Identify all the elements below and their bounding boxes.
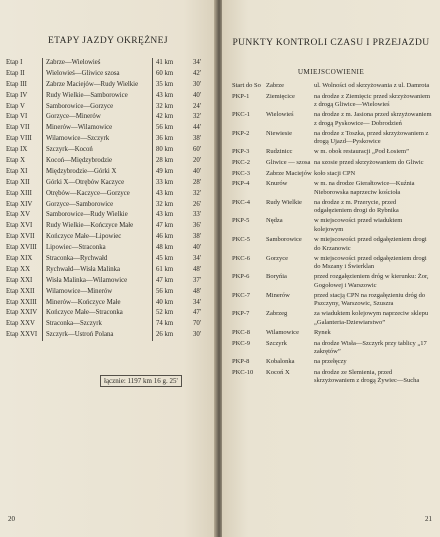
checkpoint-row	[232, 82, 432, 91]
checkpoint-place: Kobalonka	[266, 358, 295, 366]
stage-route: Kończyce Małe—Straconka	[42, 308, 154, 319]
stage-route: Zabrze—Wielowieś	[42, 58, 154, 69]
stage-distance: 56 km	[152, 287, 186, 298]
stage-time: 32'	[192, 189, 201, 197]
stage-number: Etap XXI	[6, 276, 33, 284]
stage-number: Etap XXIV	[6, 309, 38, 317]
stage-distance: 48 km	[152, 243, 186, 254]
checkpoint-row	[232, 255, 432, 272]
checkpoint-location: na drodze z Toszka, przed skrzyżowaniem z drogą Ujazd—Pyskowice	[314, 129, 429, 146]
stage-number: Etap X	[6, 157, 26, 165]
stage-number: Etap XXV	[6, 320, 35, 328]
stage-route: Rychwałd—Wisła Malinka	[42, 265, 154, 276]
stage-time: 48'	[192, 265, 201, 273]
right-page	[222, 0, 440, 537]
stage-number: Etap XI	[6, 167, 28, 175]
stage-number: Etap IV	[6, 91, 28, 99]
checkpoint-place: Zabrze	[266, 82, 285, 89]
checkpoint-location: na drodze ze Slemienia, przed skrzyżowaniem z drogą Żywiec—Sucha	[314, 368, 420, 385]
checkpoint-code: PKP-2	[232, 129, 250, 137]
stage-distance: 32 km	[152, 200, 186, 211]
left-page	[0, 0, 216, 537]
checkpoint-place: Szczyrk	[266, 339, 287, 347]
stage-distance: 61 km	[152, 265, 186, 276]
stage-row	[6, 200, 204, 211]
checkpoint-row	[232, 273, 432, 290]
checkpoint-location: za wiaduktem kolejowym naprzeciw sklepu „Galanteria-Dziewiarstwo”	[314, 310, 429, 326]
stage-time: 34'	[192, 255, 201, 263]
stage-distance: 43 km	[152, 189, 186, 200]
page-number-right: 21	[425, 515, 432, 523]
stage-row	[6, 167, 204, 178]
stage-row	[6, 254, 204, 265]
stage-number: Etap II	[6, 69, 25, 77]
stage-time: 60'	[192, 146, 201, 154]
checkpoint-location: na drodze z Ziemięcic przed skrzyżowaniem z drogą Gliwice—Wielowieś	[314, 92, 431, 109]
stage-route: Wielowieś—Gliwice szosa	[42, 69, 154, 80]
checkpoint-place: Wielowieś	[266, 111, 294, 119]
stage-route: Szczyrk—Kocoń	[42, 145, 154, 156]
checkpoint-row	[232, 292, 432, 309]
stage-route: Minerów—Kończyce Małe	[42, 298, 154, 309]
checkpoint-place: Zabrze Maciejów	[266, 169, 312, 177]
checkpoint-row	[232, 199, 432, 216]
checkpoint-code: PKP-8	[232, 358, 250, 366]
checkpoint-row	[232, 170, 432, 179]
stage-row	[6, 308, 204, 319]
stage-distance: 33 km	[152, 178, 186, 189]
stage-number: Etap XXII	[6, 287, 35, 295]
stage-route: Szczyrk—Ustroń Polana	[42, 330, 154, 341]
stage-route: Kocoń—Międzybrodzie	[42, 156, 154, 167]
checkpoint-location: przed stacją CPN na rozgałęzieniu dróg do Pszczyny, Warszowic, Szuszra	[314, 291, 426, 308]
checkpoint-place: Nędza	[266, 217, 283, 225]
checkpoint-code: PKP-3	[232, 148, 250, 156]
stage-time: 26'	[192, 200, 201, 208]
checkpoint-place: Gliwice — szosa	[266, 158, 311, 166]
stage-row	[6, 58, 204, 69]
checkpoint-row	[232, 369, 432, 386]
stages-total: łącznie: 1197 km 16 g. 25'	[100, 375, 182, 387]
checkpoint-code: PKP-5	[232, 217, 250, 225]
stage-number: Etap VIII	[6, 135, 32, 143]
checkpoint-code: PKC-7	[232, 291, 251, 299]
stage-route: Gorzyce—Samborowice	[42, 200, 154, 211]
checkpoint-place: Kocoń X	[266, 368, 290, 376]
stage-route: Kończyce Małe—Lipowiec	[42, 232, 154, 243]
stage-route: Straconka—Rychwałd	[42, 254, 154, 265]
checkpoint-row	[232, 148, 432, 157]
stages-title: ETAPY JAZDY OKRĘŻNEJ	[47, 36, 168, 46]
stage-route: Minerów—Wilamowice	[42, 123, 154, 134]
stage-time: 38'	[192, 233, 201, 241]
checkpoint-location: w miejscowości przed odgałęzieniem drogi do Mszany i Świerklan	[314, 254, 427, 271]
checkpoint-row	[232, 111, 432, 128]
checkpoint-location: na drodze Wisła—Szczyrk przy tablicy „17 zakrętów”	[314, 339, 427, 356]
checkpoint-location: na przełęczy	[314, 358, 347, 366]
stage-route: Rudy Wielkie—Samborowice	[42, 91, 154, 102]
stage-time: 36'	[192, 222, 201, 230]
checkpoint-code: PKC-9	[232, 339, 251, 347]
checkpoint-place: Samborowice	[266, 235, 302, 243]
stage-time: 33'	[192, 211, 201, 219]
stage-time: 34'	[192, 298, 201, 306]
checkpoint-row	[232, 310, 432, 327]
checkpoint-place: Rudzinicc	[266, 148, 293, 156]
checkpoint-place: Wilamowice	[266, 328, 299, 336]
checkpoint-row	[232, 180, 432, 197]
checkpoints-subtitle: UMIEJSCOWIENIE	[297, 68, 365, 76]
checkpoint-row	[232, 236, 432, 253]
checkpoint-location: na drodze z m. Przerycie, przed odgałęzieniem drogi do Rybnika	[314, 198, 399, 215]
stage-route: Otrębów—Kaczyce—Gorzyce	[42, 189, 154, 200]
checkpoint-code: PKP-7	[232, 310, 250, 318]
stage-route: Górki X—Otrębów Kaczyce	[42, 178, 154, 189]
stage-distance: 46 km	[152, 232, 186, 243]
checkpoint-location: ul. Wolności od skrzyżowania z ul. Damrota	[314, 82, 430, 89]
stage-distance: 36 km	[152, 134, 186, 145]
checkpoint-code: PKP-6	[232, 273, 250, 281]
checkpoint-location: w m. na drodze Gierałtowice—Kuźnia Nieborowska naprzeciw kościoła	[314, 180, 415, 196]
stage-number: Etap VII	[6, 124, 30, 132]
stage-number: Etap VI	[6, 113, 28, 121]
stage-distance: 45 km	[152, 254, 186, 265]
stage-time: 20'	[192, 157, 201, 165]
stage-distance: 28 km	[152, 156, 186, 167]
stage-time: 38'	[192, 135, 201, 143]
stage-number: Etap XVII	[6, 233, 35, 241]
stage-row	[6, 210, 204, 221]
stage-row	[6, 145, 204, 156]
stage-row	[6, 69, 204, 80]
stage-distance: 60 km	[152, 69, 186, 80]
checkpoint-place: Gorzyce	[266, 254, 289, 262]
stage-number: Etap XIII	[6, 189, 32, 197]
stage-number: Etap XVIII	[6, 244, 37, 252]
checkpoint-location: w miejscowości przed odgałęzieniem drogi do Krzanowic	[314, 235, 427, 252]
checkpoint-place: Ziemięcice	[266, 92, 295, 100]
stage-distance: 32 km	[152, 102, 186, 113]
checkpoint-code: PKP-1	[232, 92, 250, 100]
checkpoint-row	[232, 329, 432, 338]
stage-number: Etap I	[6, 59, 23, 66]
stage-number: Etap V	[6, 102, 25, 110]
checkpoint-row	[232, 130, 432, 147]
stage-distance: 80 km	[152, 145, 186, 156]
checkpoint-place: Zabrzeg	[266, 310, 288, 318]
stage-time: 47'	[192, 309, 201, 317]
stage-distance: 74 km	[152, 319, 186, 330]
stage-row	[6, 276, 204, 287]
stage-distance: 26 km	[152, 330, 186, 341]
checkpoint-place: Boryńia	[266, 273, 287, 281]
stage-time: 70'	[192, 320, 201, 328]
stage-time: 28'	[192, 178, 201, 186]
stage-row	[6, 91, 204, 102]
stage-row	[6, 178, 204, 189]
checkpoint-row	[232, 159, 432, 168]
stage-route: Wilamowice—Szczyrk	[42, 134, 154, 145]
checkpoint-code: Start do So	[232, 82, 261, 89]
checkpoint-code: PKC-4	[232, 198, 251, 206]
checkpoints-list	[232, 82, 432, 387]
checkpoint-code: PKC-2	[232, 158, 251, 166]
checkpoint-location: koło stacji CPN	[314, 169, 356, 177]
stage-route: Samborowice—Gorzyce	[42, 102, 154, 113]
checkpoint-location: w m. obok restauracji „Pod Łosiem”	[314, 148, 409, 156]
stage-route: Międzybrodzie—Górki X	[42, 167, 154, 178]
stage-route: Wisła Malinka—Wilamowice	[42, 276, 154, 287]
stage-distance: 49 km	[152, 167, 186, 178]
stages-table	[6, 58, 204, 341]
stage-row	[6, 287, 204, 298]
checkpoint-code: PKC-1	[232, 111, 251, 119]
stage-time: 44'	[192, 124, 201, 132]
stage-distance: 41 km	[152, 58, 186, 69]
stage-row	[6, 319, 204, 330]
stage-number: Etap XIV	[6, 200, 33, 208]
stage-route: Lipowiec—Straconka	[42, 243, 154, 254]
checkpoint-code: PKC-5	[232, 235, 251, 243]
stage-row	[6, 265, 204, 276]
checkpoint-location: w miejscowości przed wiaduktem kolejowym	[314, 217, 403, 233]
checkpoint-code: PKC-8	[232, 328, 251, 336]
stage-row	[6, 243, 204, 254]
page-number-left: 20	[8, 515, 15, 523]
checkpoint-location: na szosie przed skrzyżowaniem do Gliwic	[314, 158, 424, 166]
stage-row	[6, 156, 204, 167]
stage-row	[6, 80, 204, 91]
stage-distance: 47 km	[152, 276, 186, 287]
stage-number: Etap XXVI	[6, 331, 38, 339]
stage-row	[6, 112, 204, 123]
checkpoint-code: PKC-3	[232, 169, 251, 177]
checkpoint-location: przed rozgałęzieniem dróg w kierunku: Żor, Gogołowej i Warszowic	[314, 273, 429, 289]
stage-distance: 43 km	[152, 91, 186, 102]
stage-time: 48'	[192, 287, 201, 295]
stage-time: 32'	[192, 113, 201, 121]
stage-distance: 47 km	[152, 221, 186, 232]
stage-route: Rudy Wielkie—Kończyce Małe	[42, 221, 154, 232]
stage-number: Etap III	[6, 80, 27, 88]
checkpoint-place: Minerów	[266, 291, 290, 299]
stage-time: 40'	[192, 244, 201, 252]
stage-distance: 43 km	[152, 210, 186, 221]
checkpoint-row	[232, 217, 432, 234]
stage-time: 40'	[192, 167, 201, 175]
stage-number: Etap XIX	[6, 255, 33, 263]
stage-route: Straconka—Szczyrk	[42, 319, 154, 330]
stage-number: Etap XXIII	[6, 298, 37, 306]
checkpoint-code: PKC-10	[232, 368, 254, 376]
stage-row	[6, 123, 204, 134]
stage-row	[6, 298, 204, 309]
stage-row	[6, 189, 204, 200]
checkpoint-row	[232, 358, 432, 367]
stage-row	[6, 232, 204, 243]
stage-number: Etap XVI	[6, 222, 33, 230]
stage-number: Etap XV	[6, 211, 30, 219]
checkpoints-title: PUNKTY KONTROLI CZASU I PRZEJAZDU	[232, 38, 430, 48]
stage-number: Etap XII	[6, 178, 30, 186]
checkpoint-location: Rynek	[314, 328, 331, 336]
stage-row	[6, 221, 204, 232]
stage-time: 30'	[192, 331, 201, 339]
stage-route: Gorzyce—Minerów	[42, 112, 154, 123]
stage-time: 24'	[192, 102, 201, 110]
stage-distance: 40 km	[152, 298, 186, 309]
checkpoint-place: Knurów	[266, 180, 288, 188]
checkpoint-place: Rudy Wielkie	[266, 198, 302, 206]
stage-time: 34'	[192, 59, 201, 66]
stage-row	[6, 330, 204, 341]
stage-row	[6, 134, 204, 145]
stage-distance: 56 km	[152, 123, 186, 134]
checkpoint-location: na drodze z m. Jasiona przed skrzyżowaniem z drogą Pyskowice— Dobrodzień	[314, 111, 432, 127]
stage-time: 42'	[192, 69, 201, 77]
checkpoint-row	[232, 340, 432, 357]
stage-distance: 52 km	[152, 308, 186, 319]
stage-route: Wilamowice—Minerów	[42, 287, 154, 298]
stage-time: 30'	[192, 80, 201, 88]
stage-route: Samborowice—Rudy Wielkie	[42, 210, 154, 221]
checkpoint-code: PKC-6	[232, 254, 251, 262]
stage-route: Zabrze Maciejów—Rudy Wielkie	[42, 80, 154, 91]
stage-distance: 42 km	[152, 112, 186, 123]
checkpoint-code: PKP-4	[232, 180, 250, 188]
stage-distance: 35 km	[152, 80, 186, 91]
checkpoint-place: Niewiesie	[266, 129, 292, 137]
stage-time: 40'	[192, 91, 201, 99]
stage-number: Etap XX	[6, 265, 30, 273]
stage-time: 37'	[192, 276, 201, 284]
stage-number: Etap IX	[6, 146, 28, 154]
stage-row	[6, 102, 204, 113]
checkpoint-row	[232, 93, 432, 110]
